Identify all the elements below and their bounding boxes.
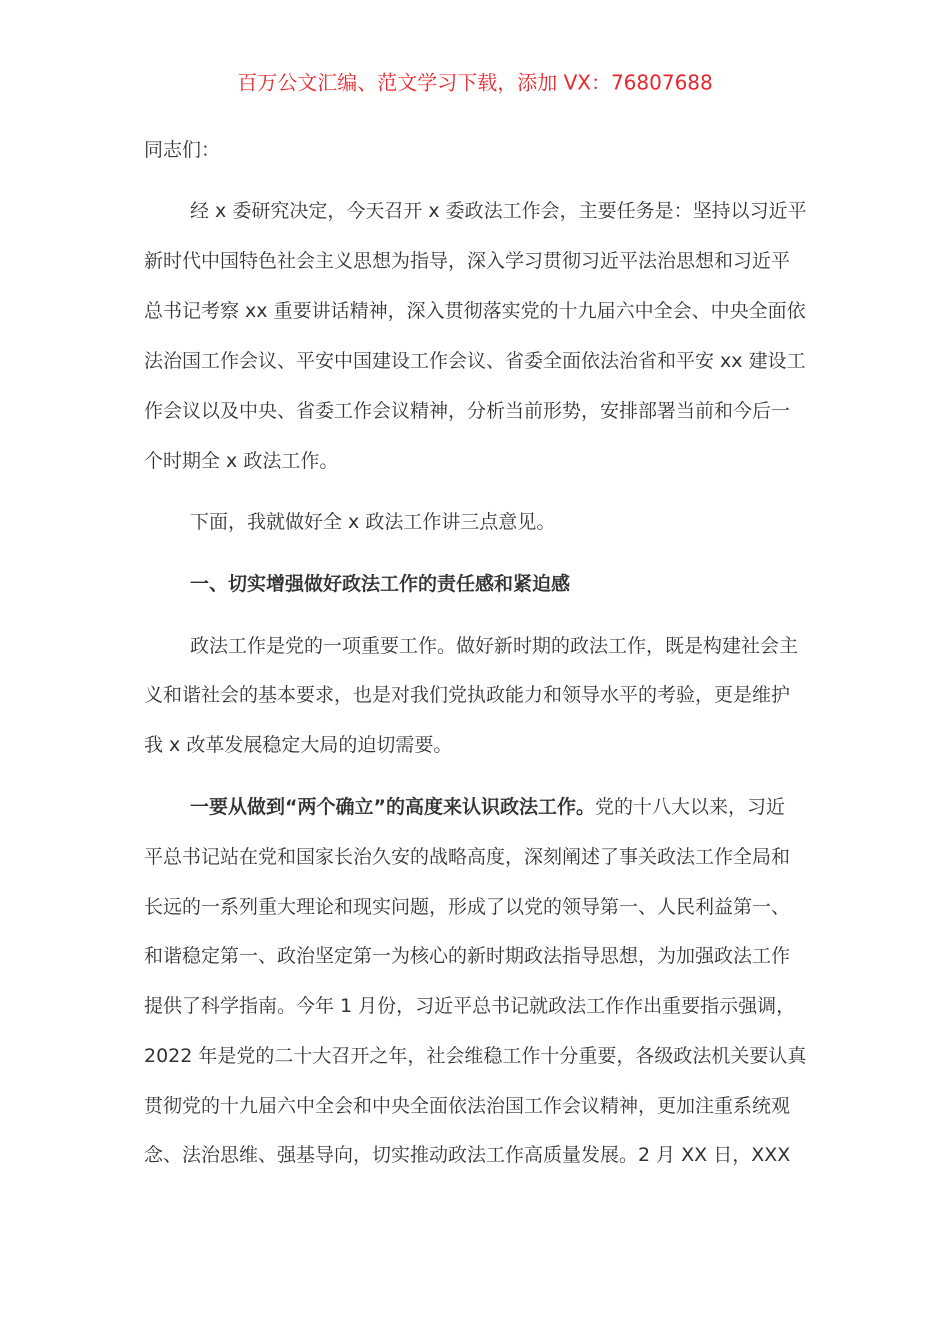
paragraph-line-text: 党的十八大以来，习近 xyxy=(594,796,785,818)
paragraph-line: 平总书记站在党和国家长治久安的战略高度，深刻阐述了事关政法工作全局和 xyxy=(144,846,791,868)
paragraph-line: 新时代中国特色社会主义思想为指导，深入学习贯彻习近平法治思想和习近平 xyxy=(144,250,791,272)
paragraph-line: 义和谐社会的基本要求，也是对我们党执政能力和领导水平的考验，更是维护 xyxy=(144,684,791,706)
salutation: 同志们： xyxy=(144,139,221,161)
paragraph-line: 长远的一系列重大理论和现实问题，形成了以党的领导第一、人民利益第一、 xyxy=(144,896,791,918)
paragraph-line xyxy=(190,795,785,819)
paragraph-line: 法治国工作会议、平安中国建设工作会议、省委全面依法治省和平安 xx 建设工 xyxy=(144,350,806,372)
paragraph-line: 经 x 委研究决定，今天召开 x 委政法工作会，主要任务是：坚持以习近平 xyxy=(190,200,807,222)
paragraph-line: 我 x 改革发展稳定大局的迫切需要。 xyxy=(144,734,453,756)
paragraph-line: 贯彻党的十九届六中全会和中央全面依法治国工作会议精神，更加注重系统观 xyxy=(144,1095,791,1117)
paragraph-line: 和谐稳定第一、政治坚定第一为核心的新时期政法指导思想，为加强政法工作 xyxy=(144,945,791,967)
paragraph-line: 念、法治思维、强基导向，切实推动政法工作高质量发展。2 月 XX 日，XXX xyxy=(144,1144,791,1166)
bold-lead-sentence: 一要从做到“两个确立”的高度来认识政法工作。 xyxy=(190,796,595,818)
section-heading: 一、切实增强做好政法工作的责任感和紧迫感 xyxy=(190,573,571,595)
paragraph-line: 作会议以及中央、省委工作会议精神，分析当前形势，安排部署当前和今后一 xyxy=(144,400,791,422)
watermark-header: 百万公文汇编、范文学习下载，添加 VX：76807688 xyxy=(237,70,713,95)
paragraph-line: 个时期全 x 政法工作。 xyxy=(144,450,339,472)
paragraph-line: 提供了科学指南。今年 1 月份，习近平总书记就政法工作作出重要指示强调， xyxy=(144,995,796,1017)
paragraph-line: 下面，我就做好全 x 政法工作讲三点意见。 xyxy=(190,511,556,533)
paragraph-line: 2022 年是党的二十大召开之年，社会维稳工作十分重要，各级政法机关要认真 xyxy=(144,1045,807,1067)
paragraph-line: 政法工作是党的一项重要工作。做好新时期的政法工作，既是构建社会主 xyxy=(190,635,799,657)
paragraph-line: 总书记考察 xx 重要讲话精神，深入贯彻落实党的十九届六中全会、中央全面依 xyxy=(144,300,806,322)
